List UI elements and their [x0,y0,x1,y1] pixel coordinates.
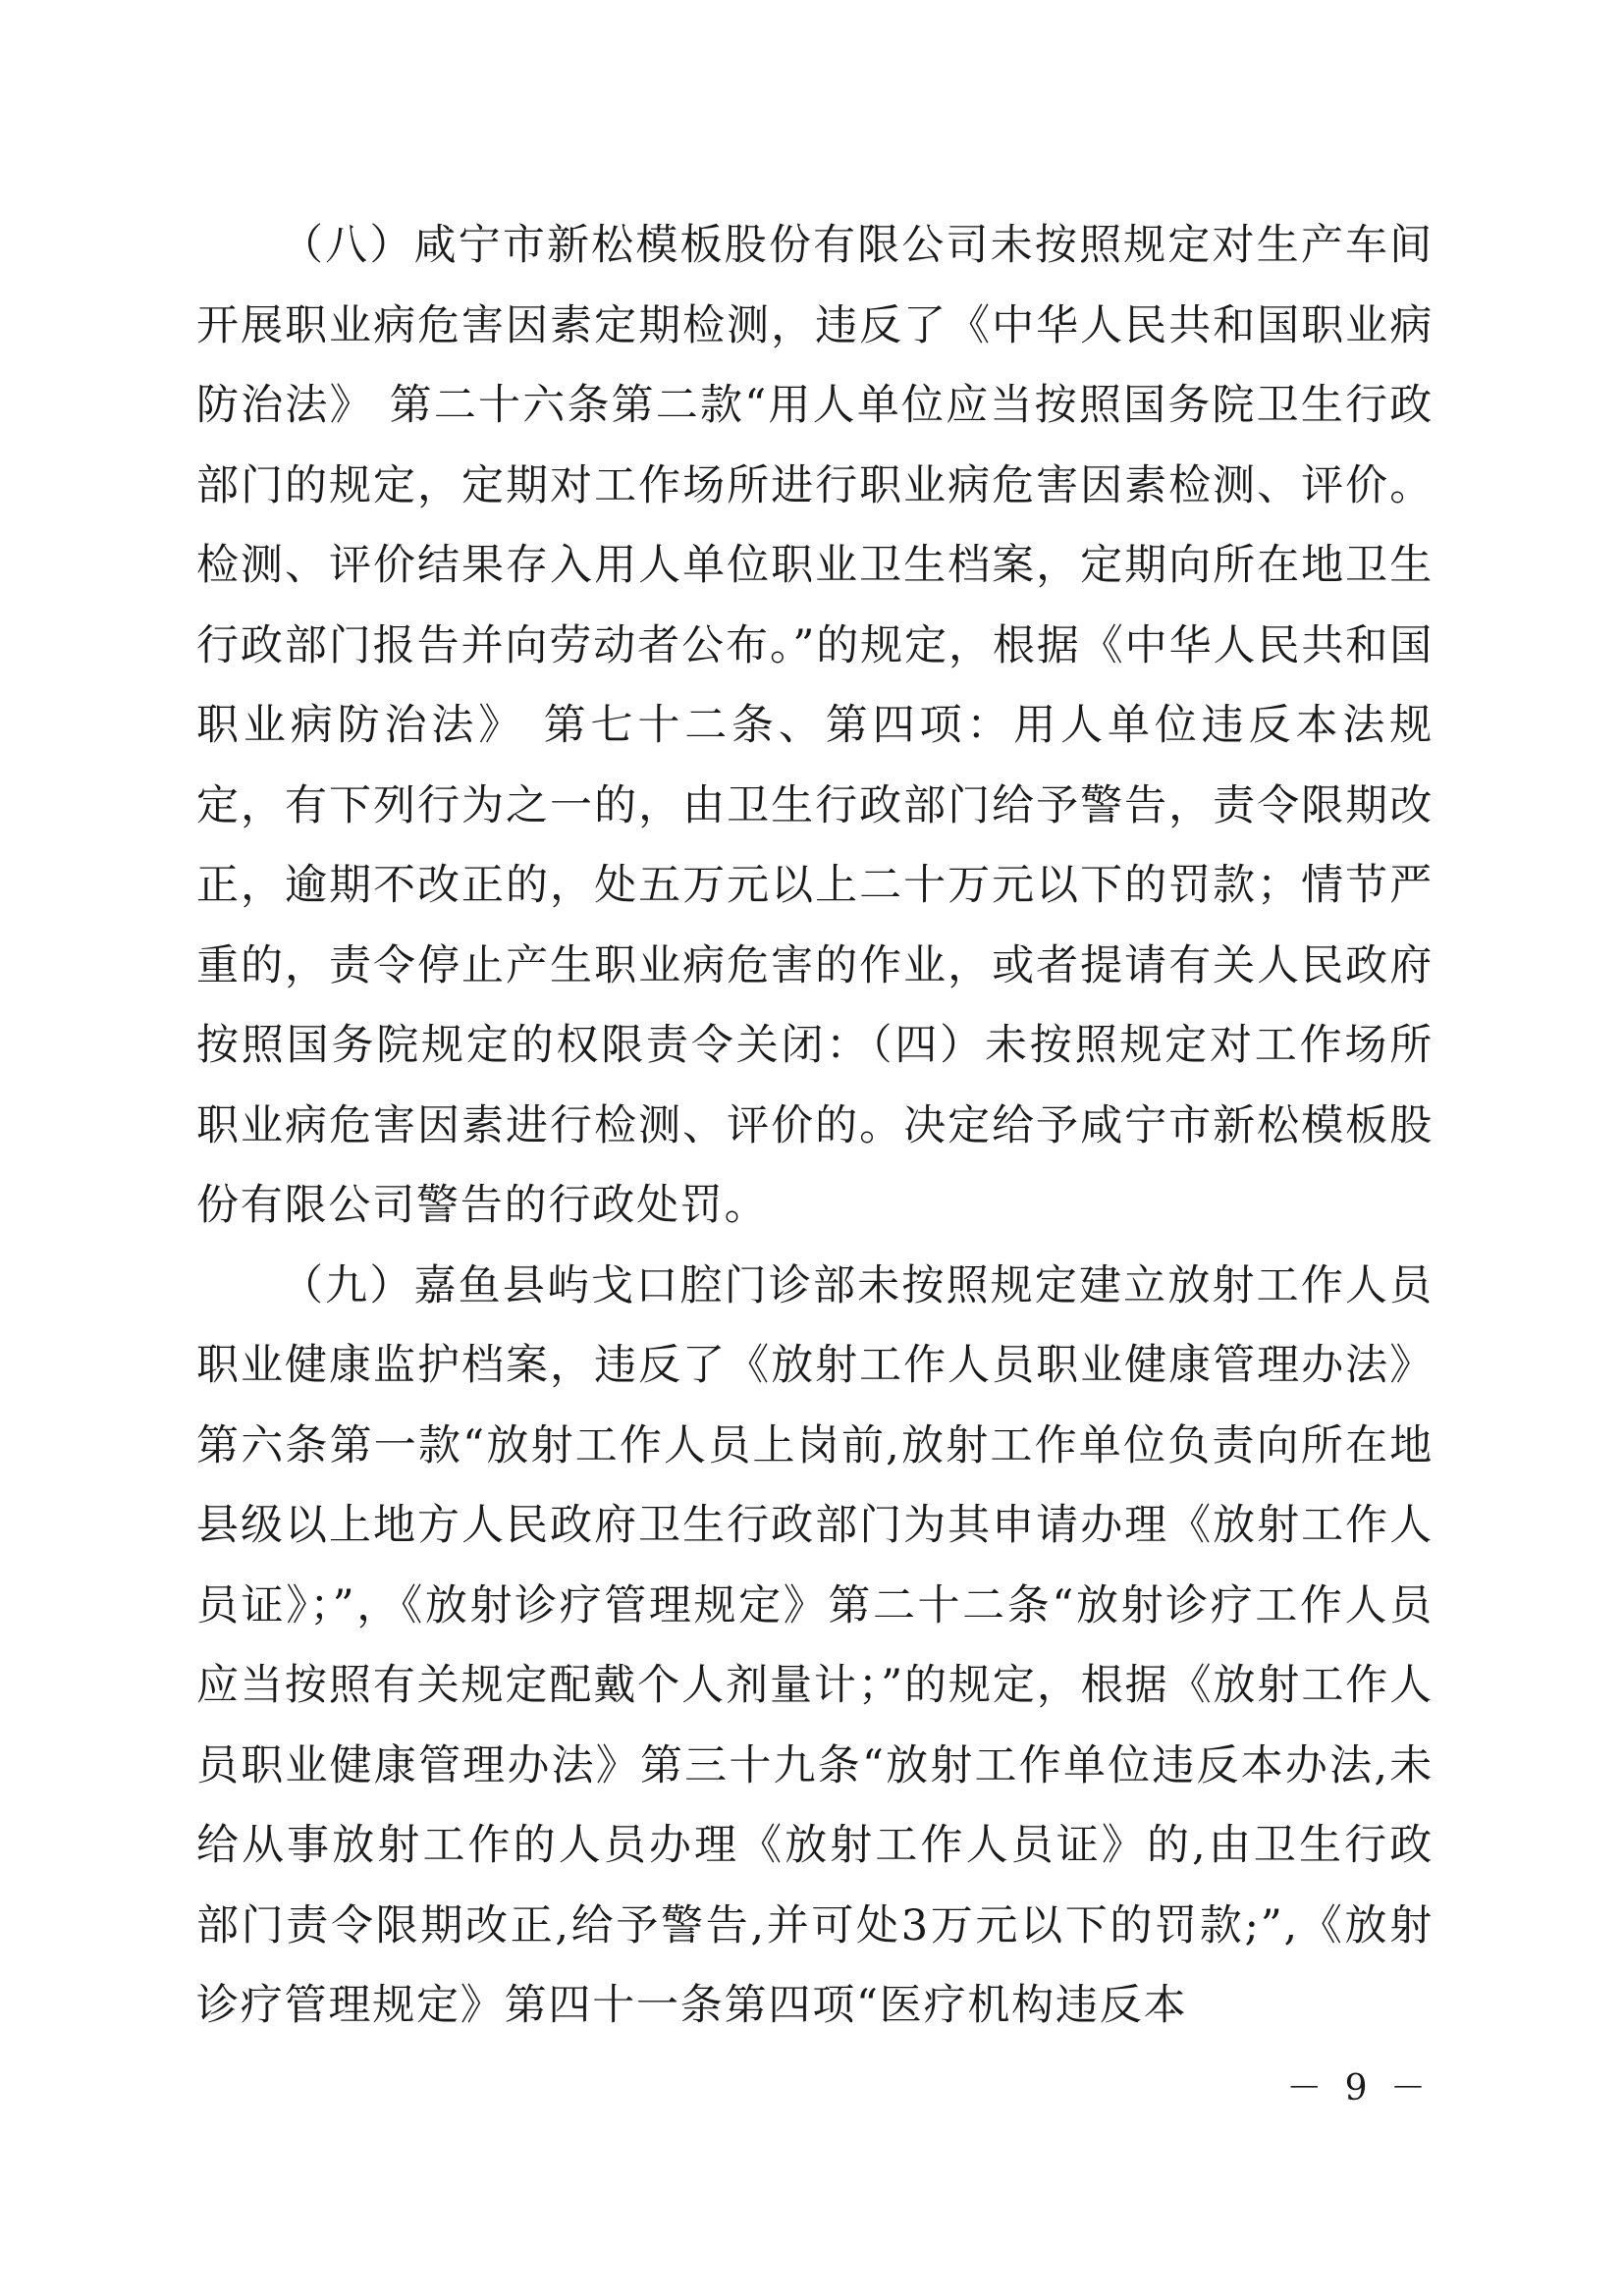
document-body [196,206,1434,2047]
paragraph-item-8: （八）咸宁市新松模板股份有限公司未按照规定对生产车间开展职业病危害因素定期检测，违反了《中华人民共和国职业病防治法》 第二十六条第二款“用人单位应当按照国务院卫生行政部门的规定，定期对工作场所进行职业病危害因素检测、评价。检测、评价结果存入用人单位职业卫生档案，定期向所在地卫生行政部门报告并向劳动者公布。”的规定，根据《中华人民共和国职业病防治法》 第七十二条、第四项：用人单位违反本法规定，有下列行为之一的，由卫生行政部门给予警告，责令限期改正，逾期不改正的，处五万元以上二十万元以下的罚款；情节严重的，责令停止产生职业病危害的作业，或者提请有关人民政府按照国务院规定的权限责令关闭：（四）未按照规定对工作场所职业病危害因素进行检测、评价的。决定给予咸宁市新松模板股份有限公司警告的行政处罚。 [196,221,1434,1230]
paragraph-item-9: （九）嘉鱼县屿戈口腔门诊部未按照规定建立放射工作人员职业健康监护档案，违反了《放射工作人员职业健康管理办法》第六条第一款“放射工作人员上岗前,放射工作单位负责向所在地县级以上地方人民政府卫生行政部门为其申请办理《放射工作人员证》；”，《放射诊疗管理规定》第二十二条“放射诊疗工作人员应当按照有关规定配戴个人剂量计；”的规定，根据《放射工作人员职业健康管理办法》第三十九条“放射工作单位违反本办法,未给从事放射工作的人员办理《放射工作人员证》的,由卫生行政部门责令限期改正,给予警告,并可处3万元以下的罚款;”,《放射诊疗管理规定》第四十一条第四项“医疗机构违反本 [196,1260,1434,2030]
page-number: － 9 － [1286,2068,1432,2109]
